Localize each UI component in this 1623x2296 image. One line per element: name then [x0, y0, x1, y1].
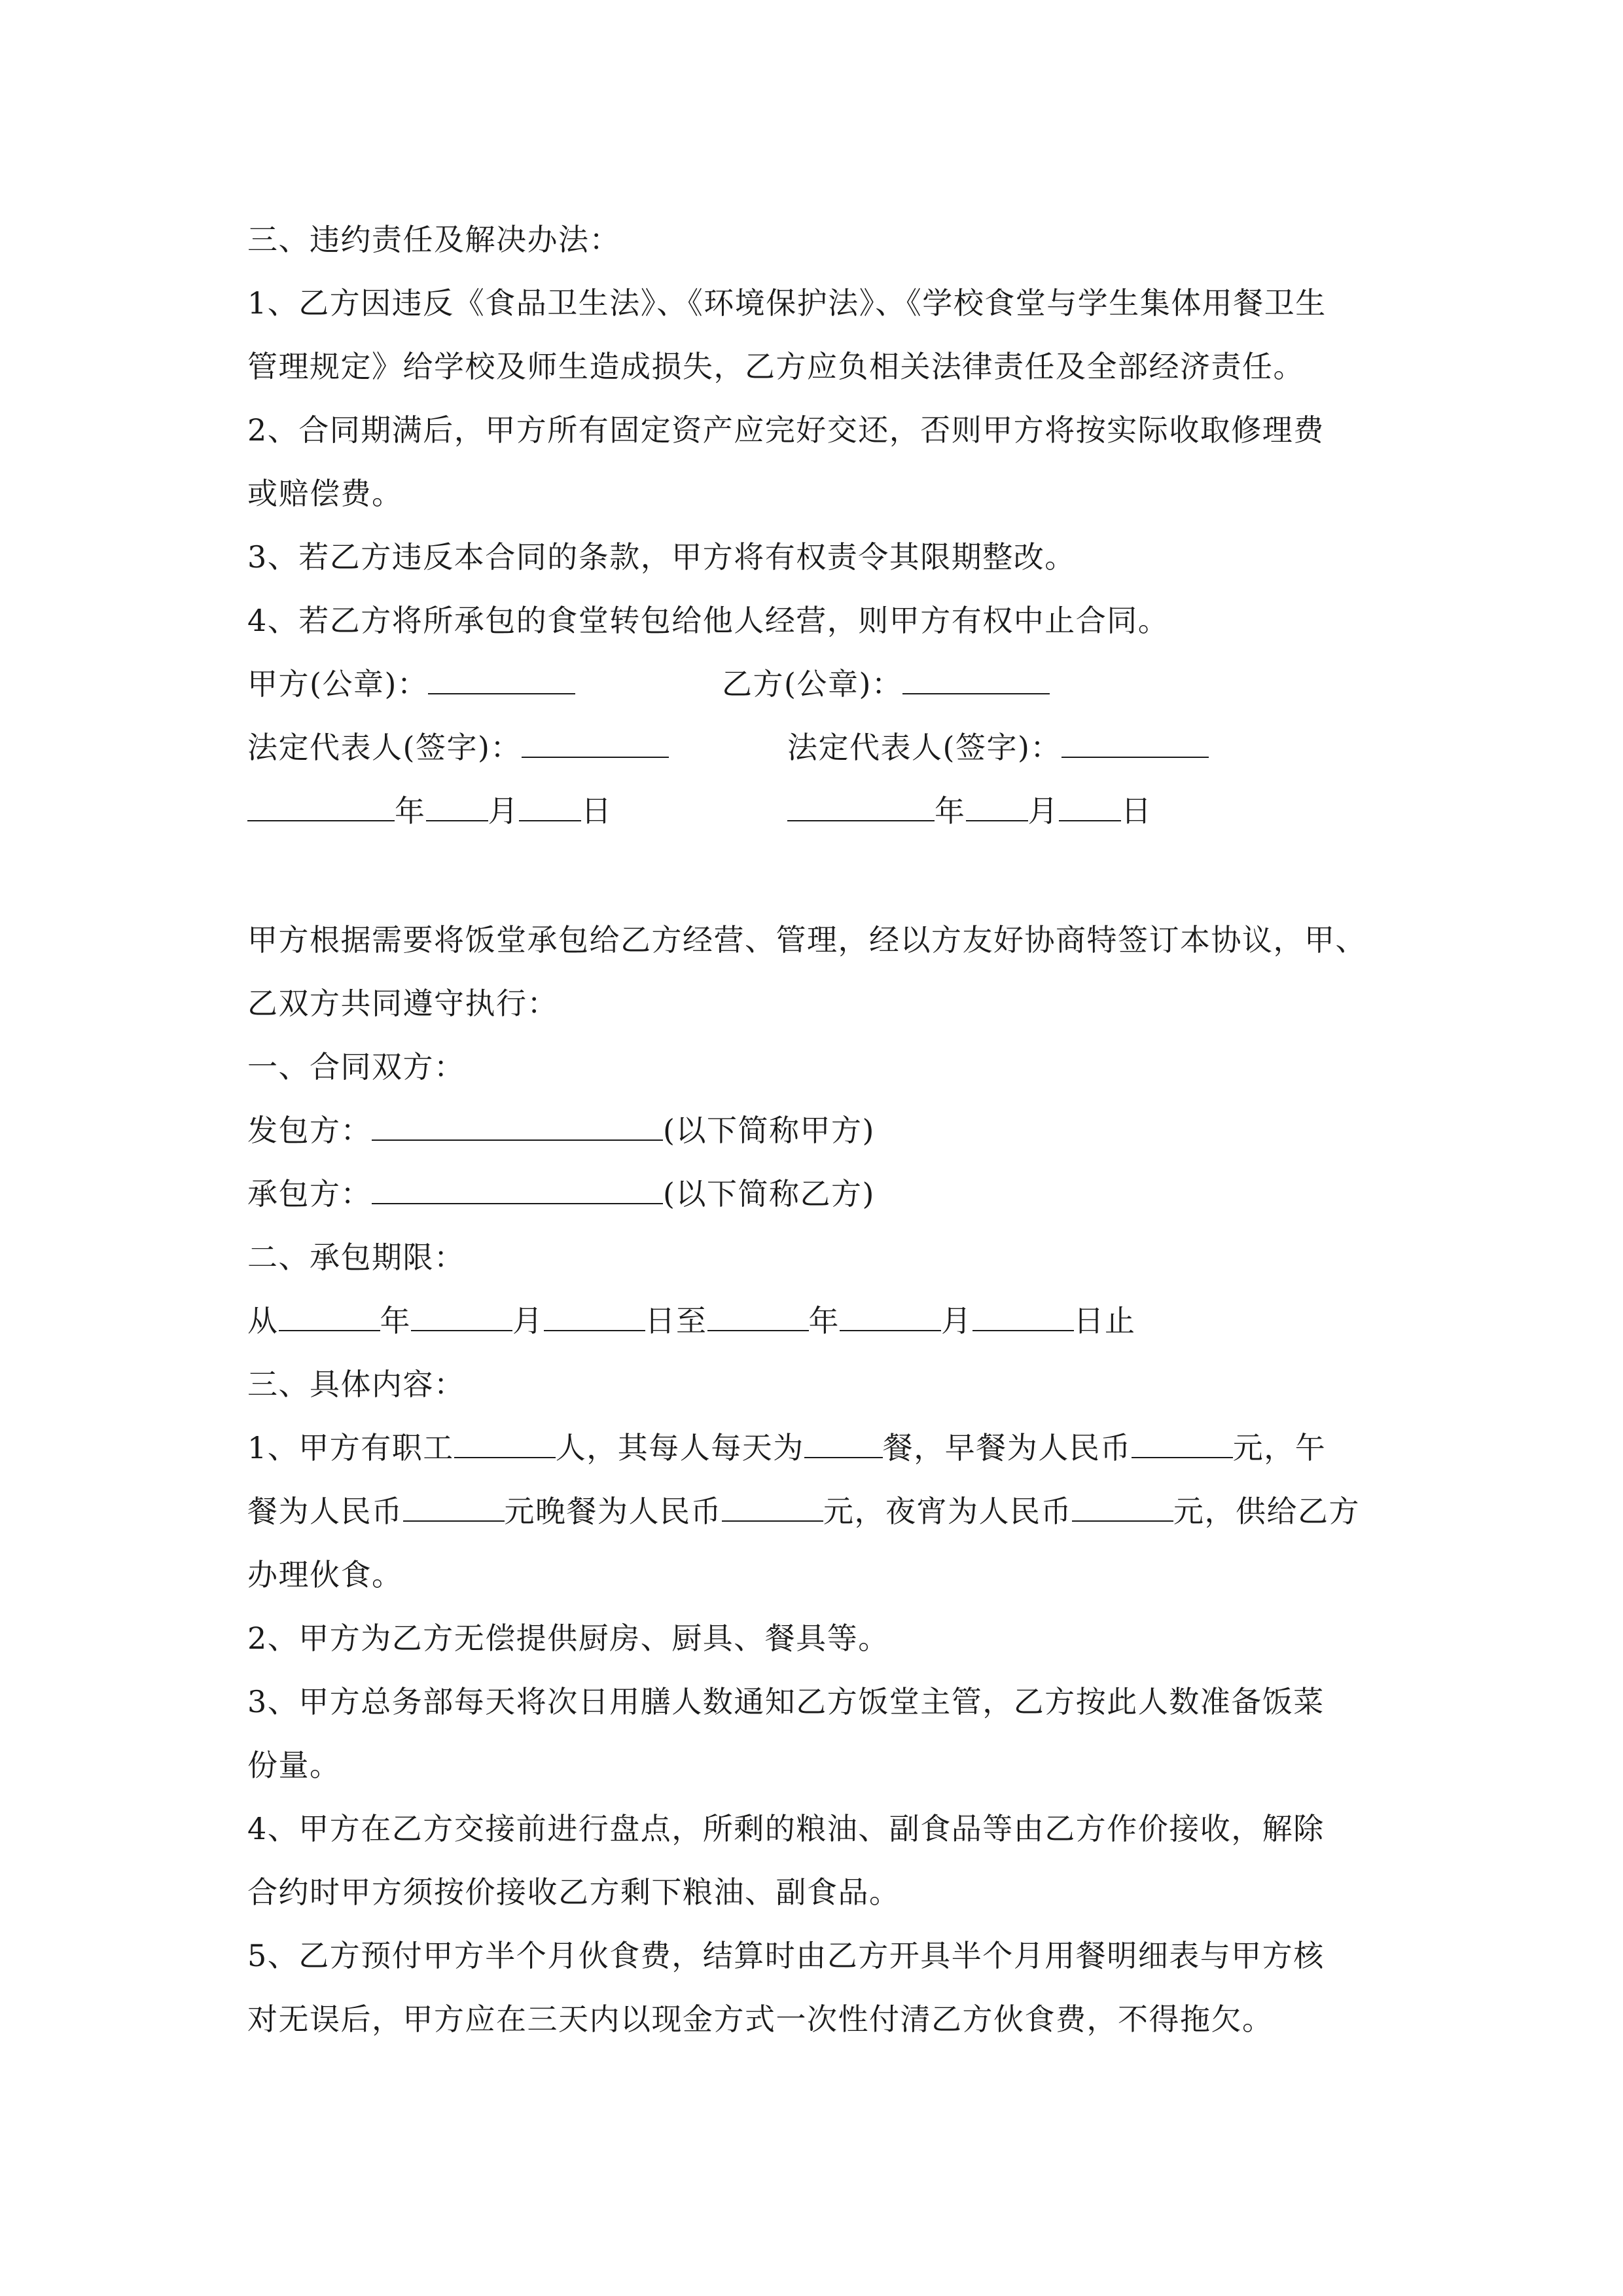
- legal-rep-b: [787, 716, 1209, 780]
- content1-text-h: 元，供给乙方: [1173, 1494, 1360, 1529]
- contractee-row: [247, 1162, 1386, 1226]
- legal-rep-b-blank[interactable]: [1061, 730, 1209, 758]
- staff-count-blank[interactable]: [454, 1431, 556, 1458]
- contractee-blank[interactable]: [372, 1177, 663, 1204]
- breach-item1-line2: 管理规定》给学校及师生造成损失，乙方应负相关法律责任及全部经济责任。: [247, 349, 1304, 384]
- content3-line2: 份量。: [247, 1748, 341, 1783]
- breach-item2-line1: 2、合同期满后，甲方所有固定资产应完好交还，否则甲方将按实际收取修理费: [247, 412, 1325, 448]
- date-a: [247, 780, 613, 843]
- term-start-year-blank[interactable]: [279, 1304, 380, 1331]
- date-a-day-label: 日: [581, 793, 613, 829]
- term-start-day-blank[interactable]: [544, 1304, 645, 1331]
- term-month2: 月: [941, 1303, 972, 1338]
- content1-text-b: 人，其每人每天为: [555, 1430, 804, 1465]
- seal-row: [247, 653, 1386, 716]
- contractor-label: 发包方：: [247, 1113, 372, 1148]
- content2: 2、甲方为乙方无偿提供厨房、厨具、餐具等。: [247, 1621, 889, 1656]
- content1-text-c: 餐，早餐为人民币: [882, 1430, 1132, 1465]
- intro-line2: 乙双方共同遵守执行：: [247, 986, 558, 1021]
- content4-line1: 4、甲方在乙方交接前进行盘点，所剩的粮油、副食品等由乙方作价接收，解除: [247, 1811, 1325, 1846]
- date-row: [247, 780, 1386, 843]
- document-page: [247, 208, 1386, 2051]
- party-b-seal: [722, 653, 1050, 716]
- meals-per-day-blank[interactable]: [804, 1431, 883, 1458]
- date-a-month-label: 月: [488, 793, 519, 829]
- intro-line1: 甲方根据需要将饭堂承包给乙方经营、管理，经以方友好协商特签订本协议，甲、: [247, 922, 1366, 958]
- date-a-year-blank[interactable]: [247, 794, 395, 821]
- term-day-to: 日至: [645, 1303, 707, 1338]
- term-row: [247, 1289, 1386, 1353]
- content1-line3: 办理伙食。: [247, 1557, 403, 1592]
- contractor-blank[interactable]: [372, 1113, 663, 1141]
- breach-item2-line2: 或赔偿费。: [247, 476, 403, 511]
- date-a-year-label: 年: [395, 793, 426, 829]
- content1-line1: [247, 1416, 1386, 1480]
- dinner-price-blank[interactable]: [722, 1494, 823, 1522]
- term-year: 年: [380, 1303, 411, 1338]
- date-b: [787, 780, 1152, 843]
- content5-line2: 对无误后，甲方应在三天内以现金方式一次性付清乙方伙食费，不得拖欠。: [247, 2001, 1274, 2037]
- breach-item3: 3、若乙方违反本合同的条款，甲方将有权责令其限期整改。: [247, 539, 1076, 575]
- contractee-label: 承包方：: [247, 1176, 372, 1211]
- content1-text-g: 元，夜宵为人民币: [823, 1494, 1072, 1529]
- party-a-seal-label: 甲方(公章)：: [247, 666, 429, 702]
- contractor-suffix: (以下简称甲方): [663, 1113, 875, 1148]
- date-a-month-blank[interactable]: [426, 794, 488, 821]
- term-end-day-blank[interactable]: [972, 1304, 1074, 1331]
- date-b-year-blank[interactable]: [787, 794, 935, 821]
- contractor-row: [247, 1099, 1386, 1162]
- parties-heading: 一、合同双方：: [247, 1049, 465, 1085]
- content1-text-e: 餐为人民币: [247, 1494, 403, 1529]
- legal-rep-row: [247, 716, 1386, 780]
- term-from: 从: [247, 1303, 279, 1338]
- content1-line2: [247, 1480, 1386, 1543]
- party-a-seal: [247, 653, 575, 716]
- content-heading: 三、具体内容：: [247, 1367, 465, 1402]
- legal-rep-b-label: 法定代表人(签字)：: [787, 730, 1061, 765]
- party-b-seal-label: 乙方(公章)：: [722, 666, 903, 702]
- breakfast-price-blank[interactable]: [1132, 1431, 1233, 1458]
- breach-item1-line1: 1、乙方因违反《食品卫生法》、《环境保护法》、《学校食堂与学生集体用餐卫生: [247, 285, 1327, 321]
- supper-price-blank[interactable]: [1072, 1494, 1173, 1522]
- section-gap: [247, 843, 1386, 908]
- legal-rep-a: [247, 716, 669, 780]
- date-a-day-blank[interactable]: [519, 794, 581, 821]
- term-start-month-blank[interactable]: [411, 1304, 512, 1331]
- term-month: 月: [512, 1303, 544, 1338]
- date-b-day-blank[interactable]: [1059, 794, 1121, 821]
- term-year2: 年: [808, 1303, 840, 1338]
- content4-line2: 合约时甲方须按价接收乙方剩下粮油、副食品。: [247, 1874, 901, 1910]
- breach-heading: 三、违约责任及解决办法：: [247, 222, 620, 257]
- content5-line1: 5、乙方预付甲方半个月伙食费，结算时由乙方开具半个月用餐明细表与甲方核: [247, 1938, 1325, 1973]
- date-b-month-blank[interactable]: [966, 794, 1028, 821]
- party-a-seal-blank[interactable]: [428, 667, 575, 694]
- date-b-day-label: 日: [1121, 793, 1152, 829]
- content1-text-d: 元，午: [1232, 1430, 1327, 1465]
- date-b-month-label: 月: [1027, 793, 1059, 829]
- term-day-end: 日止: [1073, 1303, 1136, 1338]
- content1-text-a: 1、甲方有职工: [247, 1430, 454, 1465]
- content3-line1: 3、甲方总务部每天将次日用膳人数通知乙方饭堂主管，乙方按此人数准备饭菜: [247, 1684, 1325, 1719]
- term-heading: 二、承包期限：: [247, 1240, 465, 1275]
- term-end-year-blank[interactable]: [707, 1304, 809, 1331]
- lunch-price-blank[interactable]: [403, 1494, 505, 1522]
- legal-rep-a-label: 法定代表人(签字)：: [247, 730, 522, 765]
- legal-rep-a-blank[interactable]: [522, 730, 669, 758]
- term-end-month-blank[interactable]: [840, 1304, 941, 1331]
- contractee-suffix: (以下简称乙方): [663, 1176, 875, 1211]
- breach-item4: 4、若乙方将所承包的食堂转包给他人经营，则甲方有权中止合同。: [247, 603, 1169, 638]
- date-b-year-label: 年: [935, 793, 966, 829]
- party-b-seal-blank[interactable]: [902, 667, 1050, 694]
- content1-text-f: 元晚餐为人民币: [504, 1494, 722, 1529]
